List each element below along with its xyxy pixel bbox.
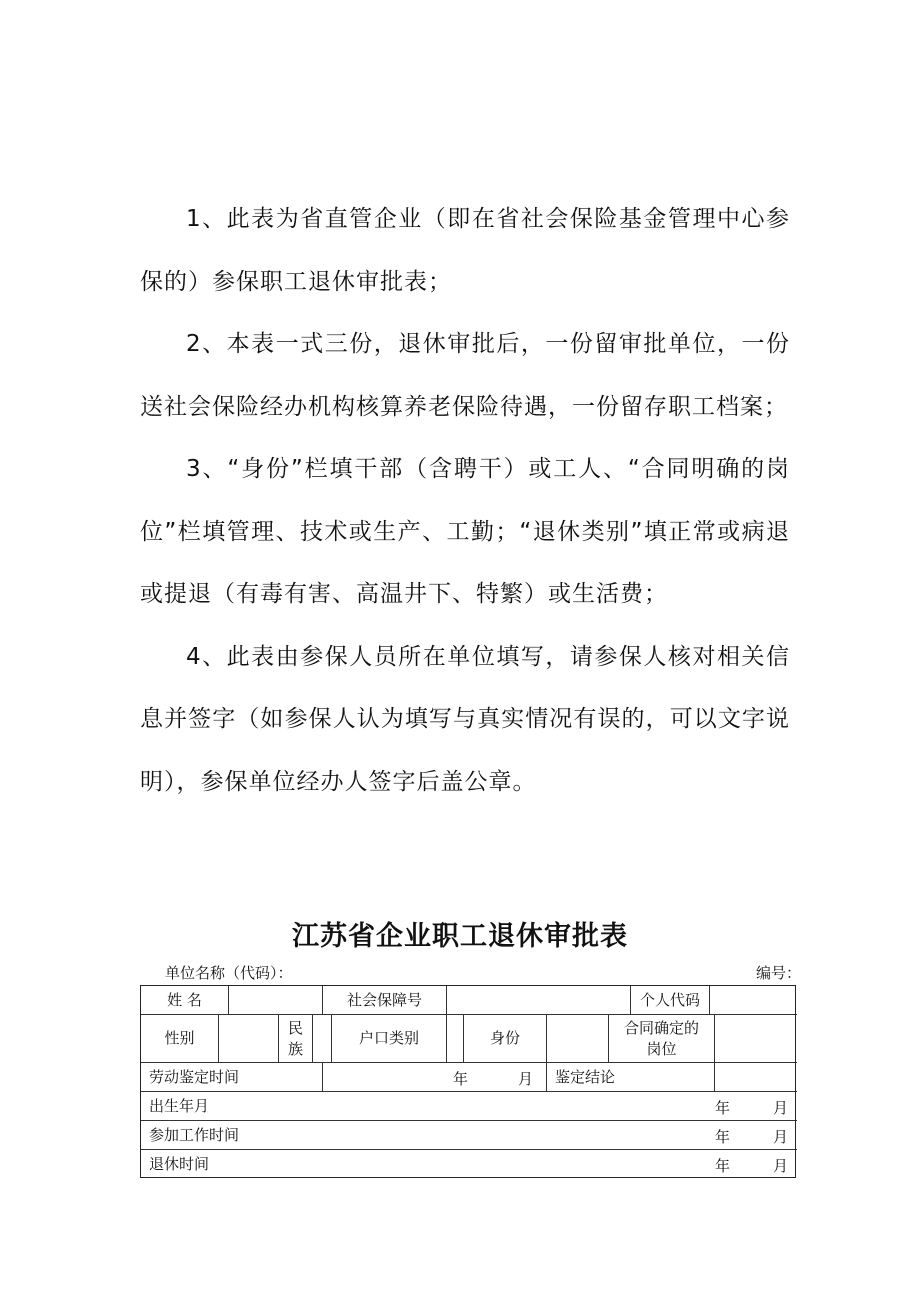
appraisal-conclusion-field[interactable] [715,1063,796,1091]
gender-field[interactable] [219,1015,278,1062]
hukou-type-field[interactable] [447,1015,463,1062]
gender-label: 性别 [164,1029,195,1048]
instructions [140,188,790,813]
identity-label: 身份 [489,1029,520,1048]
form-title: 江苏省企业职工退休审批表 [292,921,628,952]
personal-code-field[interactable] [710,986,796,1014]
contract-position-label-top: 合同确定的 [623,1019,699,1038]
labor-appraisal-month-label: 月 [518,1070,534,1088]
ethnicity-label-bottom: 族 [287,1039,303,1058]
appraisal-conclusion-label: 鉴定结论 [555,1067,616,1086]
serial-number-label: 编号： [756,964,802,982]
name-label: 姓 名 [167,990,202,1009]
birth-date-label: 出生年月 [149,1096,210,1115]
work-start-time-label: 参加工作时间 [149,1125,240,1144]
social-security-number-field[interactable] [447,986,630,1014]
birth-year-label: 年 [715,1099,731,1117]
personal-code-label: 个人代码 [639,990,700,1009]
contract-position-label [609,1015,714,1062]
ethnicity-label-top: 民 [287,1019,303,1038]
labor-appraisal-time-label: 劳动鉴定时间 [149,1067,240,1086]
retirement-approval-form [140,985,796,1178]
retirement-month-label: 月 [773,1157,789,1175]
retirement-time-label: 退休时间 [149,1154,210,1173]
contract-position-label-bottom: 岗位 [646,1039,677,1058]
note-3: 3、“身份”栏填干部（含聘干）或工人、“合同明确的岗位”栏填管理、技术或生产、工勤；“退休类别”填正常或病退或提退（有毒有害、高温井下、特繁）或生活费； [140,456,790,607]
col-divider [322,1062,323,1091]
work-start-month-label: 月 [773,1128,789,1146]
retirement-year-label: 年 [715,1157,731,1175]
unit-name-label: 单位名称（代码）： [165,964,293,982]
work-start-year-label: 年 [715,1128,731,1146]
note-4: 4、此表由参保人员所在单位填写，请参保人核对相关信息并签字（如参保人认为填写与真实情况有误的，可以文字说明），参保单位经办人签字后盖公章。 [140,643,790,795]
identity-field[interactable] [547,1015,608,1062]
ethnicity-field[interactable] [313,1015,331,1062]
social-security-number-label: 社会保障号 [346,990,422,1009]
hukou-type-label: 户口类别 [358,1029,419,1048]
name-field[interactable] [229,986,322,1014]
ethnicity-label [279,1015,312,1062]
labor-appraisal-year-label: 年 [453,1070,469,1088]
contract-position-field[interactable] [715,1015,796,1062]
note-2: 2、本表一式三份，退休审批后，一份留审批单位，一份送社会保险经办机构核算养老保险待遇，一份留存职工档案； [140,331,790,420]
birth-month-label: 月 [773,1099,789,1117]
note-1: 1、此表为省直管企业（即在省社会保险基金管理中心参保的）参保职工退休审批表； [140,206,790,295]
